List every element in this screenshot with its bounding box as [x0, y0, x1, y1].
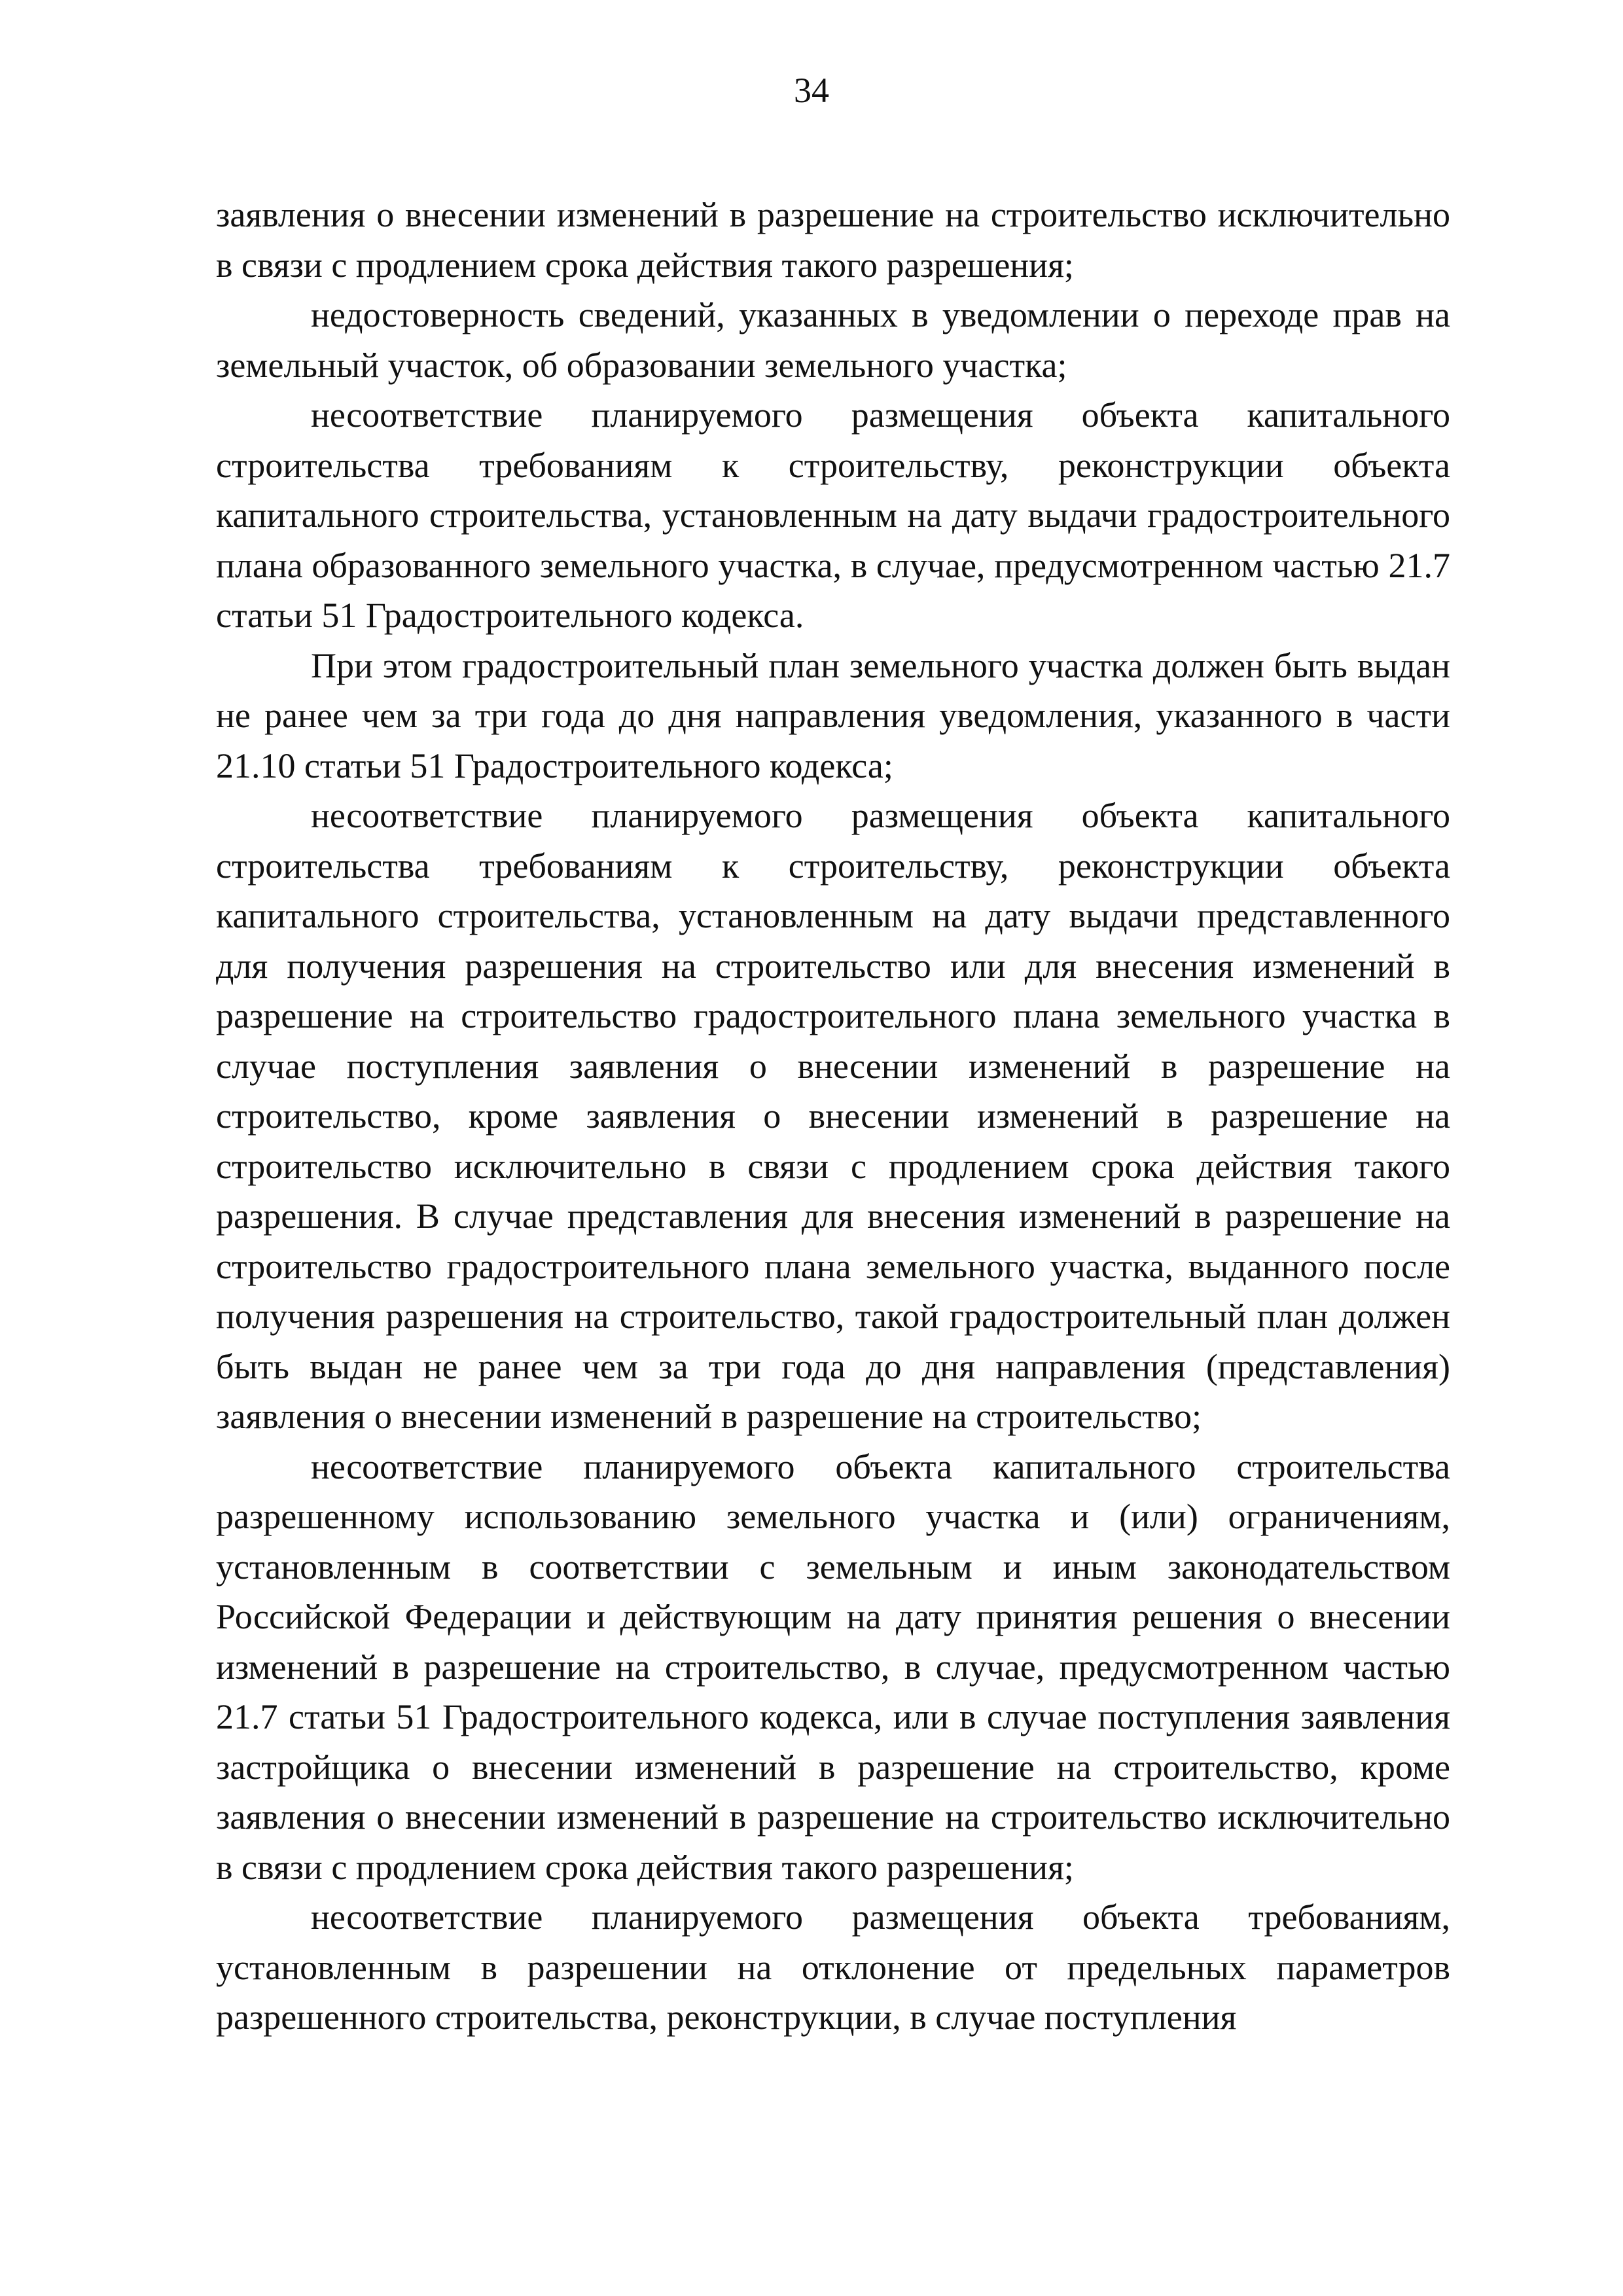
paragraph: При этом градостроительный план земельного участка должен быть выдан не ранее чем за три года до дня направления уведомления, указанного в части 21.10 статьи 51 Градостроительного кодекса; — [216, 645, 1450, 785]
paragraph-continuation: заявления о внесении изменений в разрешение на строительство исключительно в связи с продлением срока действия такого разрешения; — [216, 195, 1450, 285]
paragraph-truncated: несоответствие планируемого размещения объекта требованиям, установленным в разрешении на отклонение от предельных параметров разрешенного строительства, реконструкции, в случае поступления — [216, 1897, 1450, 2037]
paragraph: несоответствие планируемого размещения объекта капитального строительства требованиям к строительству, реконструкции объекта капитального строительства, установленным на дату выдачи представленного для получения разрешения на строительство или для внесения изменений в разрешение на строительство градостроительного плана земельного участка в случае поступления заявления о внесении изменений в разрешение на строительство, кроме заявления о внесении изменений в разрешение на строительство исключительно в связи с продлением срока действия такого разрешения. В случае представления для внесения изменений в разрешение на строительство градостроительного плана земельного участка, выданного после получения разрешения на строительство, такой градостроительный план должен быть выдан не ранее чем за три года до дня направления (представления) заявления о внесении изменений в разрешение на строительство; — [216, 796, 1450, 1436]
document-body — [216, 190, 1450, 2043]
page-number: 34 — [794, 71, 829, 110]
paragraph: несоответствие планируемого размещения объекта капитального строительства требованиям к строительству, реконструкции объекта капитального строительства, установленным на дату выдачи градостроительного плана образованного земельного участка, в случае, предусмотренном частью 21.7 статьи 51 Градостроительного кодекса. — [216, 395, 1450, 635]
paragraph: недостоверность сведений, указанных в уведомлении о переходе прав на земельный участок, об образовании земельного участка; — [216, 295, 1450, 385]
paragraph: несоответствие планируемого объекта капитального строительства разрешенному использованию земельного участка и (или) ограничениям, установленным в соответствии с земельным и иным законодательством Российской Федерации и действующим на дату принятия решения о внесении изменений в разрешение на строительство, в случае, предусмотренном частью 21.7 статьи 51 Градостроительного кодекса, или в случае поступления заявления застройщика о внесении изменений в разрешение на строительство, кроме заявления о внесении изменений в разрешение на строительство исключительно в связи с продлением срока действия такого разрешения; — [216, 1446, 1450, 1887]
